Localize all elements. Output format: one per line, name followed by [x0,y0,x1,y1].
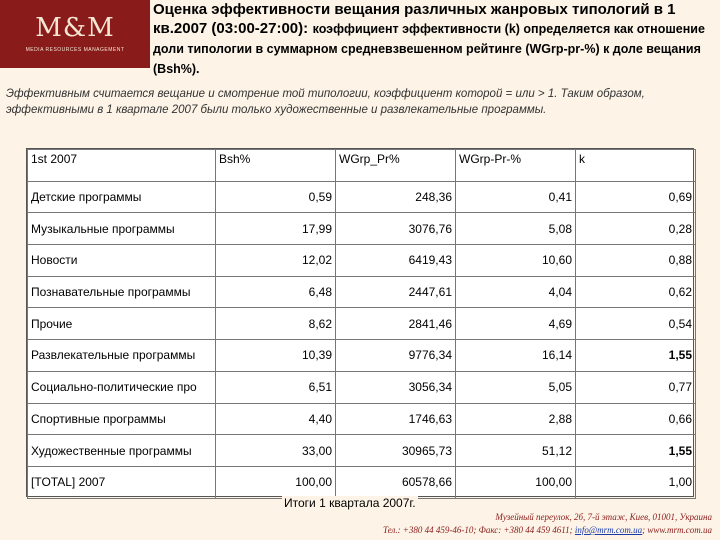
cell-typology: Музыкальные программы [28,213,216,245]
efficiency-table [26,148,694,497]
table-row [28,308,696,340]
cell-wgrp: 9776,34 [336,340,456,372]
cell-k: 1,55 [576,340,696,372]
cell-wgrp-pct: 5,05 [456,371,576,403]
cell-bsh: 8,62 [216,308,336,340]
website-link[interactable]: www.mrm.com.ua [647,525,712,535]
cell-wgrp: 3056,34 [336,371,456,403]
cell-bsh: 6,51 [216,371,336,403]
cell-bsh: 10,39 [216,340,336,372]
logo-mark: M&M [35,13,115,43]
footer-phone-fax: Тел.: +380 44 459-46-10; Факс: +380 44 459 4611; [382,525,573,535]
cell-typology: Познавательные программы [28,276,216,308]
cell-typology: Детские программы [28,181,216,213]
cell-bsh: 33,00 [216,435,336,467]
cell-bsh: 4,40 [216,403,336,435]
col-header-bsh: Bsh% [216,150,336,182]
table-row [28,276,696,308]
cell-wgrp: 2841,46 [336,308,456,340]
cell-k: 1,00 [576,466,696,498]
cell-bsh: 17,99 [216,213,336,245]
col-header-wgrp: WGrp_Pr% [336,150,456,182]
cell-wgrp: 248,36 [336,181,456,213]
contact-footer [292,511,712,537]
slide-title [153,0,718,79]
cell-wgrp: 3076,76 [336,213,456,245]
cell-typology: [TOTAL] 2007 [28,466,216,498]
cell-k: 0,54 [576,308,696,340]
cell-wgrp: 30965,73 [336,435,456,467]
cell-k: 1,55 [576,435,696,467]
footer-contacts [292,524,712,537]
col-header-typology: 1st 2007 [28,150,216,182]
company-logo [0,0,150,68]
title-description: коэффициент эффективности (k) определяется как отношение доли типологии в суммарном средневзвешенном рейтинге (WGrp-pr-%) к доле вещания (Bsh%). [153,22,705,76]
cell-wgrp: 2447,61 [336,276,456,308]
table-row [28,245,696,277]
cell-k: 0,28 [576,213,696,245]
cell-k: 0,77 [576,371,696,403]
table-row [28,371,696,403]
cell-bsh: 6,48 [216,276,336,308]
table-row [28,340,696,372]
cell-wgrp-pct: 5,08 [456,213,576,245]
table-row [28,403,696,435]
table-caption: Итоги 1 квартала 2007г. [284,496,416,510]
cell-typology: Новости [28,245,216,277]
title-main: Оценка эффективности вещания различных жанровых типологий в 1 кв.2007 (03:00-27:00): [153,1,676,37]
logo-subtitle: MEDIA RESOURCES MANAGEMENT [25,47,125,53]
cell-wgrp-pct: 10,60 [456,245,576,277]
table-row [28,181,696,213]
cell-typology: Социально-политические про [28,371,216,403]
cell-typology: Прочие [28,308,216,340]
cell-typology: Художественные программы [28,435,216,467]
cell-typology: Спортивные программы [28,403,216,435]
cell-wgrp-pct: 100,00 [456,466,576,498]
table-header-row [28,150,696,182]
email-link[interactable]: info@mrm.com.ua [574,525,643,535]
cell-wgrp-pct: 2,88 [456,403,576,435]
table-row [28,466,696,498]
cell-bsh: 100,00 [216,466,336,498]
cell-wgrp: 1746,63 [336,403,456,435]
cell-wgrp-pct: 0,41 [456,181,576,213]
table-row [28,213,696,245]
cell-wgrp-pct: 51,12 [456,435,576,467]
footer-separator: ; [642,525,646,535]
table-row [28,435,696,467]
col-header-k: k [576,150,696,182]
cell-typology: Развлекательные программы [28,340,216,372]
cell-k: 0,69 [576,181,696,213]
cell-k: 0,66 [576,403,696,435]
cell-bsh: 0,59 [216,181,336,213]
cell-wgrp: 6419,43 [336,245,456,277]
cell-wgrp-pct: 16,14 [456,340,576,372]
cell-wgrp-pct: 4,04 [456,276,576,308]
effectiveness-note: Эффективным считается вещание и смотрение той типологии, коэффициент которой = или > 1. Таким образом, эффективными в 1 квартале 2007 были только художественные и развлекательные программы. [6,88,645,116]
cell-bsh: 12,02 [216,245,336,277]
cell-k: 0,88 [576,245,696,277]
cell-wgrp-pct: 4,69 [456,308,576,340]
footer-address: Музейный переулок, 2б, 7-й этаж, Киев, 01001, Украина [495,512,712,522]
cell-k: 0,62 [576,276,696,308]
col-header-wgrp-pct: WGrp-Pr-% [456,150,576,182]
cell-wgrp: 60578,66 [336,466,456,498]
